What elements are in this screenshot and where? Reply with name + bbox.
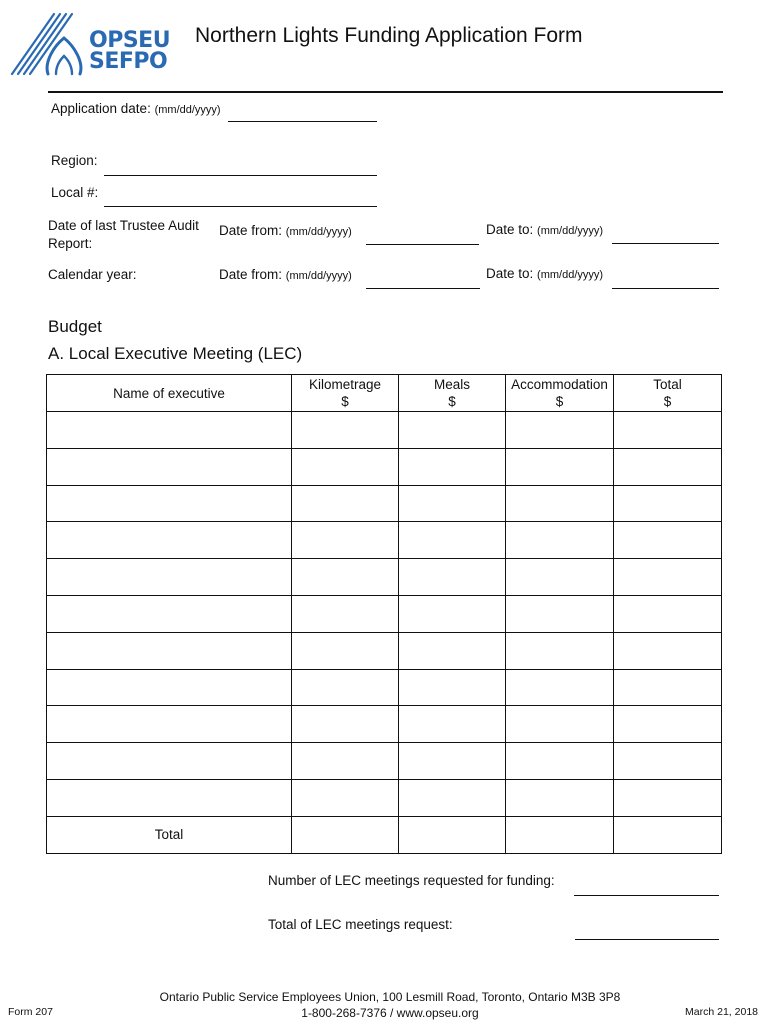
lec-row (47, 706, 722, 743)
lec-cell[interactable] (614, 595, 722, 632)
region-field[interactable] (104, 175, 377, 176)
lec-cell[interactable] (47, 559, 292, 596)
col-header-name: Name of executive (47, 375, 292, 412)
lec-cell[interactable] (399, 559, 506, 596)
lec-cell[interactable] (292, 706, 399, 743)
form-title: Northern Lights Funding Application Form (195, 24, 583, 47)
lec-row (47, 559, 722, 596)
lec-cell[interactable] (292, 485, 399, 522)
budget-heading: Budget (48, 317, 102, 336)
lec-cell[interactable] (506, 706, 614, 743)
calendar-date-to-field[interactable] (612, 288, 719, 289)
lec-total-cell[interactable] (292, 816, 399, 853)
lec-cell[interactable] (614, 412, 722, 449)
lec-row (47, 448, 722, 485)
application-date-field[interactable] (228, 121, 377, 122)
trustee-audit-label: Date of last Trustee Audit Report: (48, 218, 199, 251)
lec-cell[interactable] (47, 448, 292, 485)
lec-cell[interactable] (614, 669, 722, 706)
lec-cell[interactable] (506, 448, 614, 485)
lec-cell[interactable] (506, 779, 614, 816)
lec-row (47, 779, 722, 816)
footer-address: Ontario Public Service Employees Union, 100 Lesmill Road, Toronto, Ontario M3B 3P8 1-800-268-7376 / www.opseu.org (159, 990, 621, 1020)
lec-cell[interactable] (47, 632, 292, 669)
lec-cell[interactable] (506, 669, 614, 706)
lec-cell[interactable] (614, 632, 722, 669)
col-header-accommodation: Accommodation $ (506, 375, 614, 412)
form-number: Form 207 (8, 1006, 53, 1018)
lec-cell[interactable] (399, 522, 506, 559)
lec-cell[interactable] (292, 448, 399, 485)
lec-total-cell[interactable] (399, 816, 506, 853)
lec-total-cell[interactable] (506, 816, 614, 853)
lec-cell[interactable] (399, 706, 506, 743)
lec-total-row (47, 816, 722, 853)
lec-cell[interactable] (47, 669, 292, 706)
lec-cell[interactable] (399, 412, 506, 449)
lec-cell[interactable] (292, 412, 399, 449)
calendar-date-to-label: Date to: (mm/dd/yyyy) (486, 266, 604, 281)
audit-date-from-field[interactable] (366, 244, 479, 245)
local-number-label: Local #: (51, 185, 99, 200)
audit-date-from-label: Date from: (mm/dd/yyyy) (219, 223, 352, 238)
lec-total-request-field[interactable] (575, 939, 719, 940)
lec-cell[interactable] (47, 779, 292, 816)
lec-cell[interactable] (292, 779, 399, 816)
lec-header-row (47, 375, 722, 412)
lec-row (47, 412, 722, 449)
lec-cell[interactable] (47, 595, 292, 632)
lec-cell[interactable] (614, 743, 722, 780)
calendar-year-label: Calendar year: (48, 267, 137, 282)
lec-cell[interactable] (506, 485, 614, 522)
lec-cell[interactable] (399, 595, 506, 632)
lec-row (47, 485, 722, 522)
logo-text-sefpo: SEFPO (89, 49, 168, 74)
lec-meetings-requested-label: Number of LEC meetings requested for funding: (268, 873, 555, 888)
calendar-date-from-field[interactable] (366, 288, 480, 289)
lec-cell[interactable] (614, 779, 722, 816)
lec-cell[interactable] (292, 559, 399, 596)
logo-text-opseu: OPSEU (89, 28, 171, 53)
region-label: Region: (51, 153, 98, 168)
lec-cell[interactable] (292, 522, 399, 559)
lec-budget-table (46, 374, 722, 854)
lec-cell[interactable] (47, 706, 292, 743)
lec-row (47, 743, 722, 780)
lec-cell[interactable] (47, 522, 292, 559)
lec-cell[interactable] (47, 485, 292, 522)
lec-meetings-requested-field[interactable] (574, 895, 719, 896)
lec-cell[interactable] (399, 779, 506, 816)
lec-heading: A. Local Executive Meeting (LEC) (48, 344, 303, 363)
title-rule (48, 91, 723, 93)
lec-cell[interactable] (506, 559, 614, 596)
form-date: March 21, 2018 (685, 1006, 758, 1018)
lec-cell[interactable] (614, 706, 722, 743)
lec-cell[interactable] (506, 522, 614, 559)
audit-date-to-field[interactable] (612, 243, 719, 244)
lec-cell[interactable] (292, 595, 399, 632)
lec-cell[interactable] (47, 412, 292, 449)
lec-cell[interactable] (399, 669, 506, 706)
lec-cell[interactable] (47, 743, 292, 780)
col-header-meals: Meals $ (399, 375, 506, 412)
lec-cell[interactable] (506, 595, 614, 632)
lec-cell[interactable] (506, 743, 614, 780)
lec-cell[interactable] (506, 412, 614, 449)
col-header-total: Total $ (614, 375, 722, 412)
lec-total-request-label: Total of LEC meetings request: (268, 917, 453, 932)
lec-row (47, 595, 722, 632)
audit-date-to-label: Date to: (mm/dd/yyyy) (486, 222, 604, 237)
calendar-date-from-label: Date from: (mm/dd/yyyy) (219, 267, 352, 282)
lec-row (47, 669, 722, 706)
lec-row (47, 522, 722, 559)
lec-cell[interactable] (399, 448, 506, 485)
lec-cell[interactable] (292, 743, 399, 780)
lec-total-label: Total (47, 816, 292, 853)
lec-cell[interactable] (292, 669, 399, 706)
lec-cell[interactable] (399, 743, 506, 780)
opseu-logo-icon (8, 10, 88, 76)
lec-cell[interactable] (614, 485, 722, 522)
lec-cell[interactable] (292, 632, 399, 669)
local-number-field[interactable] (104, 206, 377, 207)
col-header-kilometrage: Kilometrage $ (292, 375, 399, 412)
lec-cell[interactable] (614, 559, 722, 596)
lec-cell[interactable] (614, 448, 722, 485)
lec-cell[interactable] (399, 485, 506, 522)
lec-cell[interactable] (506, 632, 614, 669)
lec-total-cell[interactable] (614, 816, 722, 853)
application-date-label: Application date: (mm/dd/yyyy) (51, 101, 221, 116)
lec-cell[interactable] (399, 632, 506, 669)
lec-cell[interactable] (614, 522, 722, 559)
lec-row (47, 632, 722, 669)
